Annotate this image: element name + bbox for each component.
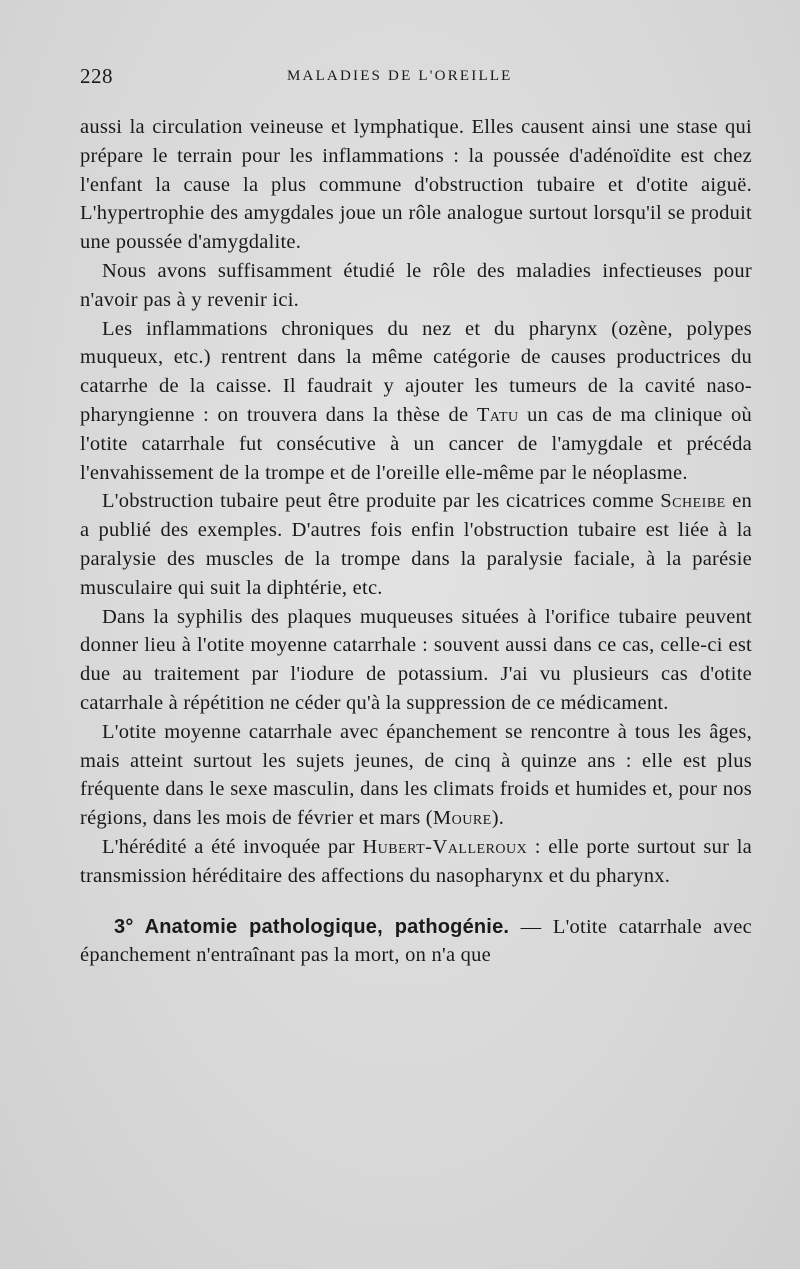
paragraph-text: : elle porte surtout sur la transmission héréditaire des affections du nasopharynx et du pharynx. bbox=[80, 835, 752, 887]
paragraph-text: L'otite moyenne catarrhale avec épanchement se rencontre à tous les âges, mais atteint surtout les sujets jeunes, de cinq à quinze ans : elle est plus fréquente dans le sexe masculin, dans les climats froids et humides et, pour nos régions, dans les mois de février et mars ( bbox=[80, 720, 752, 830]
paragraph-heredity bbox=[80, 833, 752, 891]
paragraph-tubal-obstruction bbox=[80, 487, 752, 602]
section-text: — L'otite catarrhale avec épanchement n'entraînant pas la mort, on n'a que bbox=[80, 915, 752, 967]
paragraph-chronic-inflammations bbox=[80, 315, 752, 488]
page-number: 228 bbox=[80, 64, 113, 88]
paragraph-age-incidence bbox=[80, 718, 752, 833]
author-name: Hubert-Valleroux bbox=[362, 835, 528, 858]
paragraph-text: Les inflammations chroniques du nez et du pharynx (ozène, polypes muqueux, etc.) rentrent dans la même catégorie de causes productrices du catarrhe de la caisse. Il faudrait y ajouter les tumeurs de la cavité naso-pharyngienne : on trouvera dans la thèse de bbox=[80, 317, 752, 426]
paragraph-text: un cas de ma clinique où l'otite catarrhale fut consécutive à un cancer de l'amygdale et précéda l'envahissement de la trompe et de l'oreille elle-même par le néoplasme. bbox=[80, 403, 753, 484]
running-title: MALADIES DE L'OREILLE bbox=[287, 68, 513, 84]
paragraph-continuation: aussi la circulation veineuse et lymphatique. Elles causent ainsi une stase qui prépare le terrain pour les inflammations : la poussée d'adénoïdite est chez l'enfant la cause la plus commune d'obstruction tubaire et d'otite aiguë. L'hypertrophie des amygdales joue un rôle analogue surtout lorsqu'il se produit une poussée d'amygdalite. bbox=[80, 116, 752, 254]
paragraph-text: ). bbox=[491, 807, 505, 830]
author-name: Scheibe bbox=[660, 490, 726, 513]
paragraph-syphilis: Dans la syphilis des plaques muqueuses situées à l'orifice tubaire peuvent donner lieu à l'otite moyenne catarrhale : souvent aussi dans ce cas, celle-ci est due au traitement par l'iodure de potassium. J'ai vu plusieurs cas d'otite catarrhale à répétition ne céder qu'à la suppression de ce médicament. bbox=[80, 605, 752, 714]
paragraph-text: L'hérédité a été invoquée par bbox=[102, 835, 363, 858]
paragraph-text: en a publié des exemples. D'autres fois enfin l'obstruction tubaire est liée à la paralysie des muscles de la trompe dans la paralysie faciale, à la parésie musculaire qui suit la diphtérie, etc. bbox=[80, 490, 752, 599]
section-heading: 3° Anatomie pathologique, pathogénie. bbox=[114, 915, 510, 938]
author-name: Moure bbox=[432, 807, 492, 830]
section-paragraph bbox=[80, 913, 752, 971]
author-name: Tatu bbox=[476, 403, 519, 426]
paragraph-text: L'obstruction tubaire peut être produite par les cicatrices comme bbox=[102, 490, 661, 513]
page-header bbox=[80, 64, 752, 94]
body-text bbox=[80, 113, 752, 970]
paragraph-infectious-diseases: Nous avons suffisamment étudié le rôle des maladies infectieuses pour n'avoir pas à y revenir ici. bbox=[80, 259, 752, 311]
